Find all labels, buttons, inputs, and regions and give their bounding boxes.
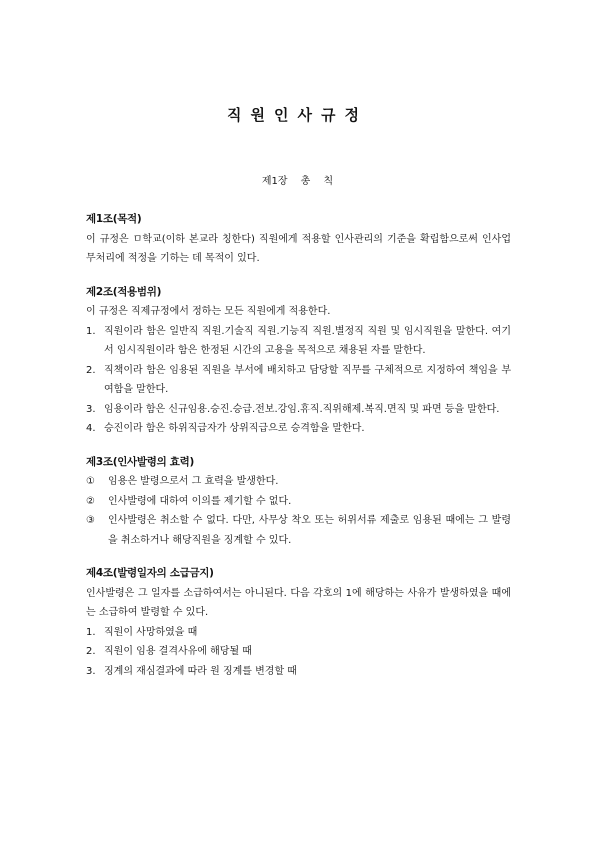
item-number: 1. [86, 325, 96, 337]
article-paragraph: 이 규정은 직제규정에서 정하는 모든 직원에게 적용한다. [86, 306, 331, 317]
article-paragraph: 인사발령은 그 일자를 소급하여서는 아니된다. 다음 각호의 1에 해당하는 사유가 발생하였을 때에는 소급하여 발령할 수 있다. [86, 587, 511, 618]
article-heading: 제2조(적용범위) [86, 285, 162, 298]
article-2 [86, 283, 511, 439]
article-heading: 제1조(목적) [86, 213, 142, 225]
list-item [86, 419, 511, 439]
list-item [86, 472, 511, 492]
list-item [86, 492, 511, 512]
item-number: 3. [86, 403, 96, 415]
item-text: 직원이 임용 결격사유에 해당될 때 [104, 646, 252, 657]
list-item [86, 400, 511, 420]
list-item [86, 511, 511, 550]
article-heading: 제3조(인사발령의 효력) [86, 455, 194, 468]
item-text: 직원이 사망하였을 때 [104, 626, 198, 638]
list-item [86, 662, 511, 682]
article-3 [86, 453, 511, 551]
document-title: 직원인사규정 [227, 106, 368, 124]
item-text: 인사발령에 대하여 이의를 제기할 수 없다. [108, 495, 292, 507]
item-number: 1. [86, 626, 96, 638]
article-paragraph: 이 규정은 ㅁ학교(이하 본교라 칭한다) 직원에게 적용할 인사관리의 기준을 확립함으로써 인사업무처리에 적정을 기하는 데 목적이 있다. [86, 233, 511, 264]
article-4 [86, 564, 511, 681]
item-number: ① [86, 476, 95, 487]
item-number: 4. [86, 423, 96, 434]
list-item [86, 642, 511, 662]
item-text: 임용이라 함은 신규임용.승진.승급.전보.강임.휴직.직위해제.복직.면직 및 파면 등을 말한다. [104, 403, 500, 415]
item-text: 직원이라 함은 일반직 직원.기술직 직원.기능직 직원.별정직 직원 및 임시직원을 말한다. 여기서 임시직원이라 함은 한정된 시간의 고용을 목적으로 채용된 자를 말한다. [104, 325, 511, 356]
article-1 [86, 210, 511, 269]
item-number: 2. [86, 364, 96, 376]
article-heading: 제4조(발령일자의 소급금지) [86, 567, 214, 579]
document-body [86, 210, 511, 681]
item-number: ③ [86, 515, 95, 526]
item-number: ② [86, 495, 95, 507]
list-item [86, 322, 511, 361]
chapter-heading: 제1장 총 칙 [261, 176, 334, 187]
item-number: 2. [86, 646, 96, 657]
list-item [86, 361, 511, 400]
item-text: 승진이라 함은 하위직급자가 상위직급으로 승격함을 말한다. [104, 423, 365, 434]
item-number: 3. [86, 665, 96, 677]
list-item [86, 623, 511, 643]
item-text: 인사발령은 취소할 수 없다. 다만, 사무상 착오 또는 허위서류 제출로 임용된 때에는 그 발령을 취소하거나 해당직원을 징계할 수 있다. [108, 515, 511, 546]
item-text: 직책이라 함은 임용된 직원을 부서에 배치하고 담당할 직무를 구체적으로 지정하여 책임을 부여함을 말한다. [104, 364, 511, 395]
item-text: 징계의 재심결과에 따라 원 징계를 변경할 때 [104, 665, 297, 677]
item-text: 임용은 발령으로서 그 효력을 발생한다. [108, 476, 279, 487]
